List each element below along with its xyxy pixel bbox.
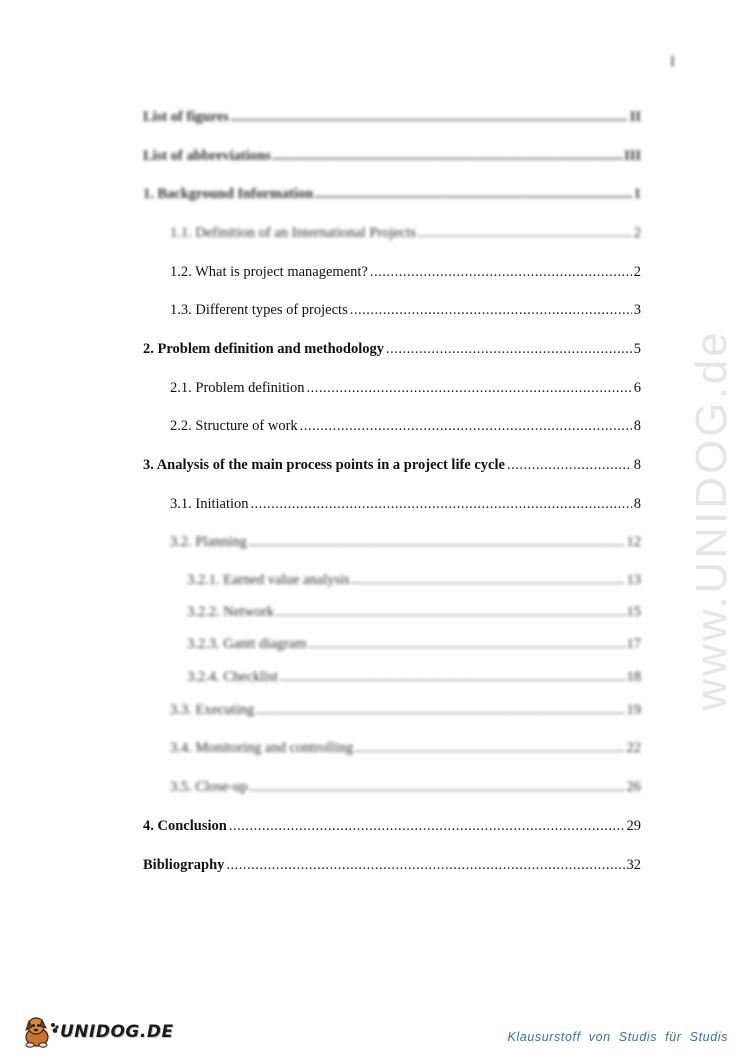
unidog-logo[interactable] (22, 1014, 174, 1050)
toc-entry-problem-definition[interactable] (170, 378, 641, 398)
toc-entry-title: 2.2. Structure of work (170, 418, 298, 434)
toc-entry-title: 3.3. Executing (170, 702, 255, 718)
toc-entry-page: 22 (626, 740, 641, 756)
toc-entry-earned-value-analysis[interactable] (187, 570, 641, 590)
dot-leader (249, 532, 625, 552)
dot-leader (370, 262, 632, 282)
toc-entry-page: 5 (633, 341, 641, 357)
toc-entry-page: 2 (633, 264, 641, 280)
toc-entry-page: 2 (633, 225, 641, 241)
toc-entry-list-of-abbreviations[interactable] (143, 146, 641, 166)
dot-leader (280, 667, 624, 687)
toc-entry-title: 1.1. Definition of an International Projects (170, 225, 417, 241)
dot-leader (256, 700, 624, 720)
toc-entry-background-information[interactable] (143, 184, 641, 204)
toc-entry-page: 19 (626, 702, 641, 718)
toc-entry-title: 3.1. Initiation (170, 496, 249, 512)
toc-entry-title: 3.2.4. Checklist (187, 669, 279, 685)
toc-entry-page: 6 (633, 380, 641, 396)
toc-entry-definition-international-projects[interactable] (170, 223, 641, 243)
toc-entry-title: List of abbreviations (143, 148, 271, 164)
dot-leader (307, 378, 632, 398)
toc-entry-title: 1.3. Different types of projects (170, 302, 348, 318)
toc-entry-page: II (629, 109, 641, 125)
toc-entry-page: 12 (626, 534, 641, 550)
toc-entry-different-types-of-projects[interactable] (170, 300, 641, 320)
toc-entry-title: 4. Conclusion (143, 818, 227, 834)
toc-entry-title: 3.4. Monitoring and controlling (170, 740, 354, 756)
dot-leader (418, 223, 632, 243)
toc-entry-what-is-project-management[interactable] (170, 262, 641, 282)
toc-entry-page: 13 (626, 572, 641, 588)
toc-entry-title: 3.2.3. Gantt diagram (187, 636, 307, 652)
watermark: www.UNIDOG.de (687, 329, 736, 711)
toc-entry-monitoring-and-controlling[interactable] (170, 738, 641, 758)
toc-entry-title: 3.2.1. Earned value analysis (187, 572, 350, 588)
toc-entry-title: 3.2.2. Network (187, 604, 274, 620)
toc-entry-page: 1 (633, 186, 641, 202)
toc-entry-title: 3.2. Planning (170, 534, 247, 550)
toc-entry-executing[interactable] (170, 700, 641, 720)
dot-leader (231, 107, 628, 127)
toc-entry-title: 2.1. Problem definition (170, 380, 305, 396)
toc-entry-page: 8 (633, 496, 641, 512)
toc-entry-checklist[interactable] (187, 667, 641, 687)
toc-entry-page: 3 (633, 302, 641, 318)
dot-leader (300, 416, 632, 436)
toc-entry-title: 3. Analysis of the main process points in a project life cycle (143, 457, 505, 473)
toc-entry-initiation[interactable] (170, 494, 641, 514)
dot-leader (507, 455, 632, 475)
toc-entry-gantt-diagram[interactable] (187, 634, 641, 654)
toc-entry-title: List of figures (143, 109, 229, 125)
dot-leader (251, 494, 632, 514)
dot-leader (355, 738, 624, 758)
dot-leader (250, 777, 625, 797)
footer-tagline: Klausurstoff von Studis für Studis (507, 1030, 728, 1044)
toc-entry-network[interactable] (187, 602, 641, 622)
toc-entry-page: 8 (633, 418, 641, 434)
toc-entry-planning[interactable] (170, 532, 641, 552)
toc-entry-problem-definition-and-methodology[interactable] (143, 339, 641, 359)
toc-entry-list-of-figures[interactable] (143, 107, 641, 127)
toc-entry-conclusion[interactable] (143, 816, 641, 836)
toc-entry-bibliography[interactable] (143, 855, 641, 875)
dot-leader (309, 634, 625, 654)
toc-entry-title: 2. Problem definition and methodology (143, 341, 385, 357)
dot-leader (315, 184, 632, 204)
dog-mascot-icon (22, 1015, 60, 1049)
toc-entry-page: 8 (633, 457, 641, 473)
dot-leader (229, 816, 625, 836)
page-number: I (670, 54, 675, 70)
toc-entry-page: 26 (626, 779, 641, 795)
dot-leader (273, 146, 622, 166)
toc-entry-title: 1.2. What is project management? (170, 264, 368, 280)
dot-leader (350, 300, 632, 320)
toc-entry-page: 17 (626, 636, 641, 652)
toc-entry-page: 29 (626, 818, 641, 834)
toc-entry-close-up[interactable] (170, 777, 641, 797)
dot-leader (352, 570, 625, 590)
toc-entry-title: Bibliography (143, 857, 225, 873)
dot-leader (386, 339, 632, 359)
toc-entry-analysis-main-process-points[interactable] (143, 455, 641, 475)
toc-entry-structure-of-work[interactable] (170, 416, 641, 436)
logo-text: UNIDOG.DE (60, 1022, 174, 1042)
toc-entry-page: III (624, 148, 641, 164)
toc-entry-page: 15 (626, 604, 641, 620)
toc-entry-page: 18 (626, 669, 641, 685)
dot-leader (276, 602, 625, 622)
toc-entry-title: 1. Background Information (143, 186, 314, 202)
toc-entry-title: 3.5. Close-up (170, 779, 248, 795)
dot-leader (226, 855, 624, 875)
toc-entry-page: 32 (626, 857, 641, 873)
